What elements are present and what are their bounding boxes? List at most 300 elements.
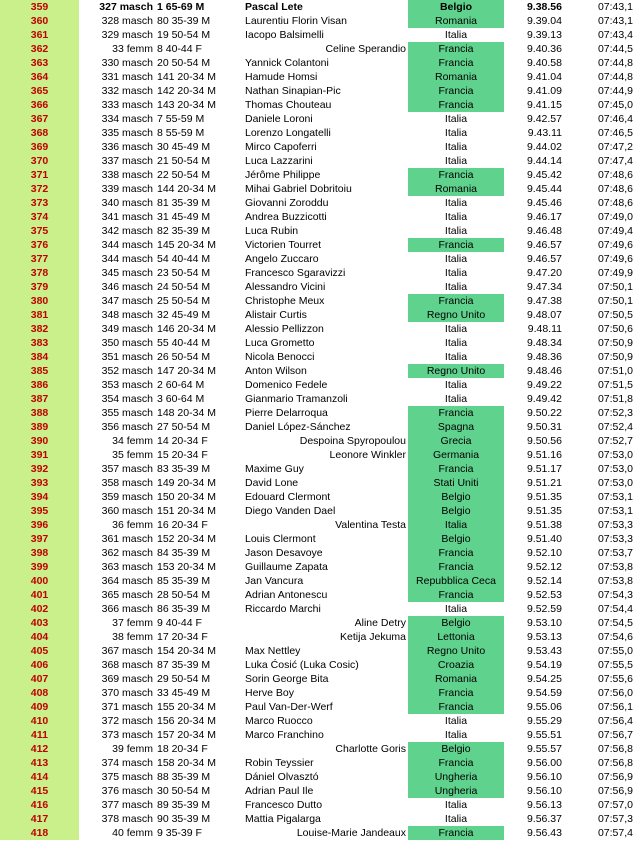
finish-time-cell: 9.53.10 xyxy=(526,617,562,629)
athlete-name-cell: Alistair Curtis xyxy=(245,309,307,321)
nation-cell: Italia xyxy=(444,337,468,349)
athlete-name-cell: Despoina Spyropoulou xyxy=(299,435,406,447)
table-row xyxy=(0,126,639,140)
finish-time-cell: 9.40.36 xyxy=(526,43,562,55)
category-rank-cell: 142 20-34 M xyxy=(157,85,216,97)
pace-cell: 07:50,5 xyxy=(597,309,633,321)
athlete-name-cell: Nathan Sinapian-Pic xyxy=(245,85,341,97)
table-row xyxy=(0,742,639,756)
finish-time-cell: 9.41.04 xyxy=(526,71,562,83)
athlete-name-cell: Paul Van-Der-Werf xyxy=(245,701,333,713)
nation-cell: Italia xyxy=(444,323,468,335)
table-row xyxy=(0,448,639,462)
gender-rank-cell: 328 masch xyxy=(101,15,153,27)
category-rank-cell: 7 55-59 M xyxy=(157,113,205,125)
category-rank-cell: 147 20-34 M xyxy=(157,365,216,377)
table-row xyxy=(0,28,639,42)
athlete-name-cell: Celine Sperandio xyxy=(325,43,406,55)
gender-rank-cell: 359 masch xyxy=(101,491,153,503)
table-row xyxy=(0,672,639,686)
table-row xyxy=(0,518,639,532)
position-cell: 380 xyxy=(0,294,79,308)
athlete-name-cell: Luka Ćosić (Luka Cosic) xyxy=(245,659,359,671)
position-cell: 417 xyxy=(0,812,79,826)
category-rank-cell: 18 20-34 F xyxy=(157,743,208,755)
nation-cell: Belgio xyxy=(408,616,504,630)
nation-cell: Belgio xyxy=(408,490,504,504)
table-row xyxy=(0,420,639,434)
nation-cell: Ungheria xyxy=(408,784,504,798)
category-rank-cell: 83 35-39 M xyxy=(157,463,211,475)
finish-time-cell: 9.45.46 xyxy=(526,197,562,209)
pace-cell: 07:56,7 xyxy=(597,729,633,741)
position-cell: 399 xyxy=(0,560,79,574)
table-row xyxy=(0,588,639,602)
position-cell: 409 xyxy=(0,700,79,714)
finish-time-cell: 9.50.31 xyxy=(526,421,562,433)
table-row xyxy=(0,560,639,574)
category-rank-cell: 55 40-44 M xyxy=(157,337,211,349)
table-row xyxy=(0,70,639,84)
finish-time-cell: 9.47.34 xyxy=(526,281,562,293)
table-row xyxy=(0,140,639,154)
gender-rank-cell: 344 masch xyxy=(101,239,153,251)
finish-time-cell: 9.39.13 xyxy=(526,29,562,41)
nation-cell: Italia xyxy=(444,267,468,279)
position-cell: 416 xyxy=(0,798,79,812)
pace-cell: 07:50,6 xyxy=(597,323,633,335)
table-row xyxy=(0,392,639,406)
category-rank-cell: 1 65-69 M xyxy=(157,1,205,13)
gender-rank-cell: 330 masch xyxy=(101,57,153,69)
position-cell: 396 xyxy=(0,518,79,532)
pace-cell: 07:44,8 xyxy=(597,71,633,83)
finish-time-cell: 9.56.00 xyxy=(526,757,562,769)
pace-cell: 07:56,8 xyxy=(597,757,633,769)
nation-cell: Germania xyxy=(408,448,504,462)
gender-rank-cell: 354 masch xyxy=(101,393,153,405)
table-row xyxy=(0,700,639,714)
pace-cell: 07:43,1 xyxy=(597,1,633,13)
gender-rank-cell: 329 masch xyxy=(101,29,153,41)
position-cell: 412 xyxy=(0,742,79,756)
finish-time-cell: 9.49.42 xyxy=(526,393,562,405)
position-cell: 387 xyxy=(0,392,79,406)
pace-cell: 07:55,5 xyxy=(597,659,633,671)
category-rank-cell: 25 50-54 M xyxy=(157,295,211,307)
table-row xyxy=(0,644,639,658)
gender-rank-cell: 331 masch xyxy=(101,71,153,83)
pace-cell: 07:53,8 xyxy=(597,575,633,587)
finish-time-cell: 9.55.06 xyxy=(526,701,562,713)
position-cell: 370 xyxy=(0,154,79,168)
nation-cell: Regno Unito xyxy=(408,644,504,658)
pace-cell: 07:53,0 xyxy=(597,449,633,461)
table-row xyxy=(0,154,639,168)
athlete-name-cell: Alessandro Vicini xyxy=(245,281,326,293)
table-row xyxy=(0,784,639,798)
finish-time-cell: 9.48.07 xyxy=(526,309,562,321)
athlete-name-cell: Daniel López-Sánchez xyxy=(245,421,351,433)
position-cell: 371 xyxy=(0,168,79,182)
position-cell: 394 xyxy=(0,490,79,504)
pace-cell: 07:57,3 xyxy=(597,813,633,825)
finish-time-cell: 9.53.13 xyxy=(526,631,562,643)
finish-time-cell: 9.45.42 xyxy=(526,169,562,181)
category-rank-cell: 149 20-34 M xyxy=(157,477,216,489)
category-rank-cell: 17 20-34 F xyxy=(157,631,208,643)
finish-time-cell: 9.48.46 xyxy=(526,365,562,377)
nation-cell: Francia xyxy=(408,686,504,700)
nation-cell: Francia xyxy=(408,756,504,770)
pace-cell: 07:46,4 xyxy=(597,113,633,125)
nation-cell: Francia xyxy=(408,84,504,98)
nation-cell: Italia xyxy=(444,603,468,615)
athlete-name-cell: Marco Ruocco xyxy=(245,715,313,727)
nation-cell: Francia xyxy=(408,560,504,574)
finish-time-cell: 9.56.43 xyxy=(526,827,562,839)
table-row xyxy=(0,728,639,742)
table-row xyxy=(0,238,639,252)
athlete-name-cell: Louise-Marie Jandeaux xyxy=(296,827,406,839)
nation-cell: Belgio xyxy=(408,742,504,756)
nation-cell: Romania xyxy=(408,182,504,196)
finish-time-cell: 9.54.59 xyxy=(526,687,562,699)
table-row xyxy=(0,462,639,476)
position-cell: 404 xyxy=(0,630,79,644)
table-row xyxy=(0,812,639,826)
position-cell: 382 xyxy=(0,322,79,336)
pace-cell: 07:44,5 xyxy=(597,43,633,55)
finish-time-cell: 9.56.10 xyxy=(526,771,562,783)
gender-rank-cell: 347 masch xyxy=(101,295,153,307)
position-cell: 415 xyxy=(0,784,79,798)
gender-rank-cell: 362 masch xyxy=(101,547,153,559)
gender-rank-cell: 360 masch xyxy=(101,505,153,517)
finish-time-cell: 9.46.17 xyxy=(526,211,562,223)
nation-cell: Italia xyxy=(444,197,468,209)
category-rank-cell: 148 20-34 M xyxy=(157,407,216,419)
pace-cell: 07:53,1 xyxy=(597,491,633,503)
athlete-name-cell: Pierre Delarroqua xyxy=(245,407,328,419)
nation-cell: Francia xyxy=(408,546,504,560)
athlete-name-cell: Alessio Pellizzon xyxy=(245,323,324,335)
athlete-name-cell: Yannick Colantoni xyxy=(245,57,329,69)
table-row xyxy=(0,532,639,546)
finish-time-cell: 9.56.10 xyxy=(526,785,562,797)
athlete-name-cell: Luca Lazzarini xyxy=(245,155,313,167)
category-rank-cell: 20 50-54 M xyxy=(157,57,211,69)
pace-cell: 07:53,3 xyxy=(597,519,633,531)
gender-rank-cell: 338 masch xyxy=(101,169,153,181)
category-rank-cell: 21 50-54 M xyxy=(157,155,211,167)
gender-rank-cell: 333 masch xyxy=(101,99,153,111)
pace-cell: 07:44,8 xyxy=(597,57,633,69)
category-rank-cell: 145 20-34 M xyxy=(157,239,216,251)
category-rank-cell: 30 45-49 M xyxy=(157,141,211,153)
gender-rank-cell: 375 masch xyxy=(101,771,153,783)
pace-cell: 07:54,4 xyxy=(597,603,633,615)
gender-rank-cell: 370 masch xyxy=(101,687,153,699)
category-rank-cell: 8 55-59 M xyxy=(157,127,205,139)
position-cell: 378 xyxy=(0,266,79,280)
finish-time-cell: 9.54.19 xyxy=(526,659,562,671)
athlete-name-cell: David Lone xyxy=(245,477,299,489)
category-rank-cell: 157 20-34 M xyxy=(157,729,216,741)
pace-cell: 07:53,1 xyxy=(597,505,633,517)
finish-time-cell: 9.44.14 xyxy=(526,155,562,167)
category-rank-cell: 144 20-34 M xyxy=(157,183,216,195)
table-row xyxy=(0,364,639,378)
athlete-name-cell: Adrian Antonescu xyxy=(245,589,328,601)
gender-rank-cell: 34 femm xyxy=(112,435,153,447)
nation-cell: Italia xyxy=(444,141,468,153)
gender-rank-cell: 37 femm xyxy=(112,617,153,629)
pace-cell: 07:51,5 xyxy=(597,379,633,391)
gender-rank-cell: 373 masch xyxy=(101,729,153,741)
gender-rank-cell: 378 masch xyxy=(101,813,153,825)
table-row xyxy=(0,756,639,770)
pace-cell: 07:56,9 xyxy=(597,771,633,783)
position-cell: 413 xyxy=(0,756,79,770)
athlete-name-cell: Ketija Jekuma xyxy=(340,631,406,643)
gender-rank-cell: 365 masch xyxy=(101,589,153,601)
athlete-name-cell: Sorin George Bita xyxy=(245,673,329,685)
gender-rank-cell: 356 masch xyxy=(101,421,153,433)
table-row xyxy=(0,504,639,518)
pace-cell: 07:46,5 xyxy=(597,127,633,139)
table-row xyxy=(0,546,639,560)
finish-time-cell: 9.51.38 xyxy=(526,519,562,531)
athlete-name-cell: Lorenzo Longatelli xyxy=(245,127,331,139)
category-rank-cell: 86 35-39 M xyxy=(157,603,211,615)
finish-time-cell: 9.51.35 xyxy=(526,491,562,503)
table-row xyxy=(0,350,639,364)
nation-cell: Francia xyxy=(408,98,504,112)
position-cell: 411 xyxy=(0,728,79,742)
table-row xyxy=(0,56,639,70)
pace-cell: 07:45,0 xyxy=(597,99,633,111)
finish-time-cell: 9.56.13 xyxy=(526,799,562,811)
gender-rank-cell: 332 masch xyxy=(101,85,153,97)
table-row xyxy=(0,630,639,644)
table-row xyxy=(0,658,639,672)
gender-rank-cell: 368 masch xyxy=(101,659,153,671)
athlete-name-cell: Marco Franchino xyxy=(245,729,324,741)
nation-cell: Spagna xyxy=(408,420,504,434)
finish-time-cell: 9.56.37 xyxy=(526,813,562,825)
table-row xyxy=(0,14,639,28)
gender-rank-cell: 335 masch xyxy=(101,127,153,139)
table-row xyxy=(0,434,639,448)
table-row xyxy=(0,770,639,784)
category-rank-cell: 89 35-39 M xyxy=(157,799,211,811)
nation-cell: Francia xyxy=(408,700,504,714)
position-cell: 360 xyxy=(0,14,79,28)
nation-cell: Regno Unito xyxy=(408,308,504,322)
finish-time-cell: 9.48.11 xyxy=(527,323,562,335)
table-row xyxy=(0,378,639,392)
position-cell: 373 xyxy=(0,196,79,210)
pace-cell: 07:44,9 xyxy=(597,85,633,97)
table-row xyxy=(0,308,639,322)
table-row xyxy=(0,714,639,728)
nation-cell: Francia xyxy=(408,238,504,252)
table-row xyxy=(0,602,639,616)
pace-cell: 07:47,4 xyxy=(597,155,633,167)
pace-cell: 07:52,3 xyxy=(597,407,633,419)
finish-time-cell: 9.39.04 xyxy=(526,15,562,27)
table-row xyxy=(0,168,639,182)
category-rank-cell: 87 35-39 M xyxy=(157,659,211,671)
gender-rank-cell: 327 masch xyxy=(99,1,153,13)
finish-time-cell: 9.54.25 xyxy=(526,673,562,685)
category-rank-cell: 146 20-34 M xyxy=(157,323,216,335)
category-rank-cell: 8 40-44 F xyxy=(157,43,202,55)
position-cell: 383 xyxy=(0,336,79,350)
nation-cell: Francia xyxy=(408,56,504,70)
nation-cell: Italia xyxy=(444,799,468,811)
gender-rank-cell: 374 masch xyxy=(101,757,153,769)
position-cell: 410 xyxy=(0,714,79,728)
table-row xyxy=(0,616,639,630)
table-row xyxy=(0,210,639,224)
athlete-name-cell: Luca Grometto xyxy=(245,337,315,349)
pace-cell: 07:53,3 xyxy=(597,533,633,545)
position-cell: 389 xyxy=(0,420,79,434)
category-rank-cell: 54 40-44 M xyxy=(157,253,211,265)
nation-cell: Lettonia xyxy=(408,630,504,644)
gender-rank-cell: 369 masch xyxy=(101,673,153,685)
position-cell: 403 xyxy=(0,616,79,630)
position-cell: 397 xyxy=(0,532,79,546)
category-rank-cell: 2 60-64 M xyxy=(157,379,205,391)
finish-time-cell: 9.47.38 xyxy=(526,295,562,307)
athlete-name-cell: Robin Teyssier xyxy=(245,757,314,769)
athlete-name-cell: Valentina Testa xyxy=(335,519,406,531)
table-row xyxy=(0,686,639,700)
category-rank-cell: 15 20-34 F xyxy=(157,449,208,461)
position-cell: 395 xyxy=(0,504,79,518)
category-rank-cell: 152 20-34 M xyxy=(157,533,216,545)
table-row xyxy=(0,490,639,504)
pace-cell: 07:51,8 xyxy=(597,393,633,405)
gender-rank-cell: 355 masch xyxy=(101,407,153,419)
athlete-name-cell: Dániel Olvasztó xyxy=(245,771,319,783)
table-row xyxy=(0,112,639,126)
gender-rank-cell: 371 masch xyxy=(101,701,153,713)
athlete-name-cell: Giovanni Zoroddu xyxy=(245,197,329,209)
gender-rank-cell: 366 masch xyxy=(101,603,153,615)
gender-rank-cell: 341 masch xyxy=(101,211,153,223)
position-cell: 405 xyxy=(0,644,79,658)
nation-cell: Francia xyxy=(408,406,504,420)
athlete-name-cell: Riccardo Marchi xyxy=(245,603,321,615)
pace-cell: 07:49,6 xyxy=(597,239,633,251)
gender-rank-cell: 351 masch xyxy=(101,351,153,363)
gender-rank-cell: 376 masch xyxy=(101,785,153,797)
position-cell: 362 xyxy=(0,42,79,56)
category-rank-cell: 155 20-34 M xyxy=(157,701,216,713)
category-rank-cell: 22 50-54 M xyxy=(157,169,211,181)
finish-time-cell: 9.51.40 xyxy=(526,533,562,545)
finish-time-cell: 9.52.10 xyxy=(526,547,562,559)
gender-rank-cell: 350 masch xyxy=(101,337,153,349)
category-rank-cell: 153 20-34 M xyxy=(157,561,216,573)
gender-rank-cell: 367 masch xyxy=(101,645,153,657)
position-cell: 391 xyxy=(0,448,79,462)
category-rank-cell: 3 60-64 M xyxy=(157,393,205,405)
gender-rank-cell: 352 masch xyxy=(101,365,153,377)
finish-time-cell: 9.55.51 xyxy=(526,729,562,741)
nation-cell: Italia xyxy=(444,225,468,237)
athlete-name-cell: Anton Wilson xyxy=(245,365,307,377)
category-rank-cell: 85 35-39 M xyxy=(157,575,211,587)
gender-rank-cell: 342 masch xyxy=(101,225,153,237)
pace-cell: 07:53,8 xyxy=(597,561,633,573)
athlete-name-cell: Iacopo Balsimelli xyxy=(245,29,324,41)
nation-cell: Ungheria xyxy=(408,770,504,784)
category-rank-cell: 154 20-34 M xyxy=(157,645,216,657)
table-row xyxy=(0,574,639,588)
category-rank-cell: 28 50-54 M xyxy=(157,589,211,601)
pace-cell: 07:56,1 xyxy=(597,701,633,713)
finish-time-cell: 9.41.15 xyxy=(526,99,562,111)
athlete-name-cell: Mihai Gabriel Dobritoiu xyxy=(245,183,352,195)
finish-time-cell: 9.50.22 xyxy=(526,407,562,419)
pace-cell: 07:50,9 xyxy=(597,351,633,363)
table-row xyxy=(0,0,639,14)
pace-cell: 07:56,0 xyxy=(597,687,633,699)
pace-cell: 07:43,4 xyxy=(597,29,633,41)
athlete-name-cell: Thomas Chouteau xyxy=(245,99,332,111)
category-rank-cell: 84 35-39 M xyxy=(157,547,211,559)
nation-cell: Italia xyxy=(444,253,468,265)
athlete-name-cell: Andrea Buzzicotti xyxy=(245,211,327,223)
pace-cell: 07:48,6 xyxy=(597,169,633,181)
athlete-name-cell: Max Nettley xyxy=(245,645,301,657)
pace-cell: 07:50,1 xyxy=(597,295,633,307)
position-cell: 402 xyxy=(0,602,79,616)
category-rank-cell: 27 50-54 M xyxy=(157,421,211,433)
nation-cell: Italia xyxy=(444,281,468,293)
pace-cell: 07:52,4 xyxy=(597,421,633,433)
nation-cell: Italia xyxy=(444,393,468,405)
pace-cell: 07:48,6 xyxy=(597,197,633,209)
position-cell: 398 xyxy=(0,546,79,560)
finish-time-cell: 9.44.02 xyxy=(526,141,562,153)
category-rank-cell: 141 20-34 M xyxy=(157,71,216,83)
category-rank-cell: 88 35-39 M xyxy=(157,771,211,783)
gender-rank-cell: 377 masch xyxy=(101,799,153,811)
table-row xyxy=(0,98,639,112)
athlete-name-cell: Luca Rubin xyxy=(245,225,299,237)
position-cell: 359 xyxy=(0,0,79,14)
nation-cell: Italia xyxy=(444,211,468,223)
position-cell: 376 xyxy=(0,238,79,252)
position-cell: 407 xyxy=(0,672,79,686)
pace-cell: 07:51,0 xyxy=(597,365,633,377)
table-row xyxy=(0,322,639,336)
table-row xyxy=(0,84,639,98)
gender-rank-cell: 349 masch xyxy=(101,323,153,335)
finish-time-cell: 9.38.56 xyxy=(526,1,562,13)
table-row xyxy=(0,182,639,196)
pace-cell: 07:57,0 xyxy=(597,799,633,811)
athlete-name-cell: Leonore Winkler xyxy=(329,449,406,461)
position-cell: 406 xyxy=(0,658,79,672)
category-rank-cell: 33 45-49 M xyxy=(157,687,211,699)
